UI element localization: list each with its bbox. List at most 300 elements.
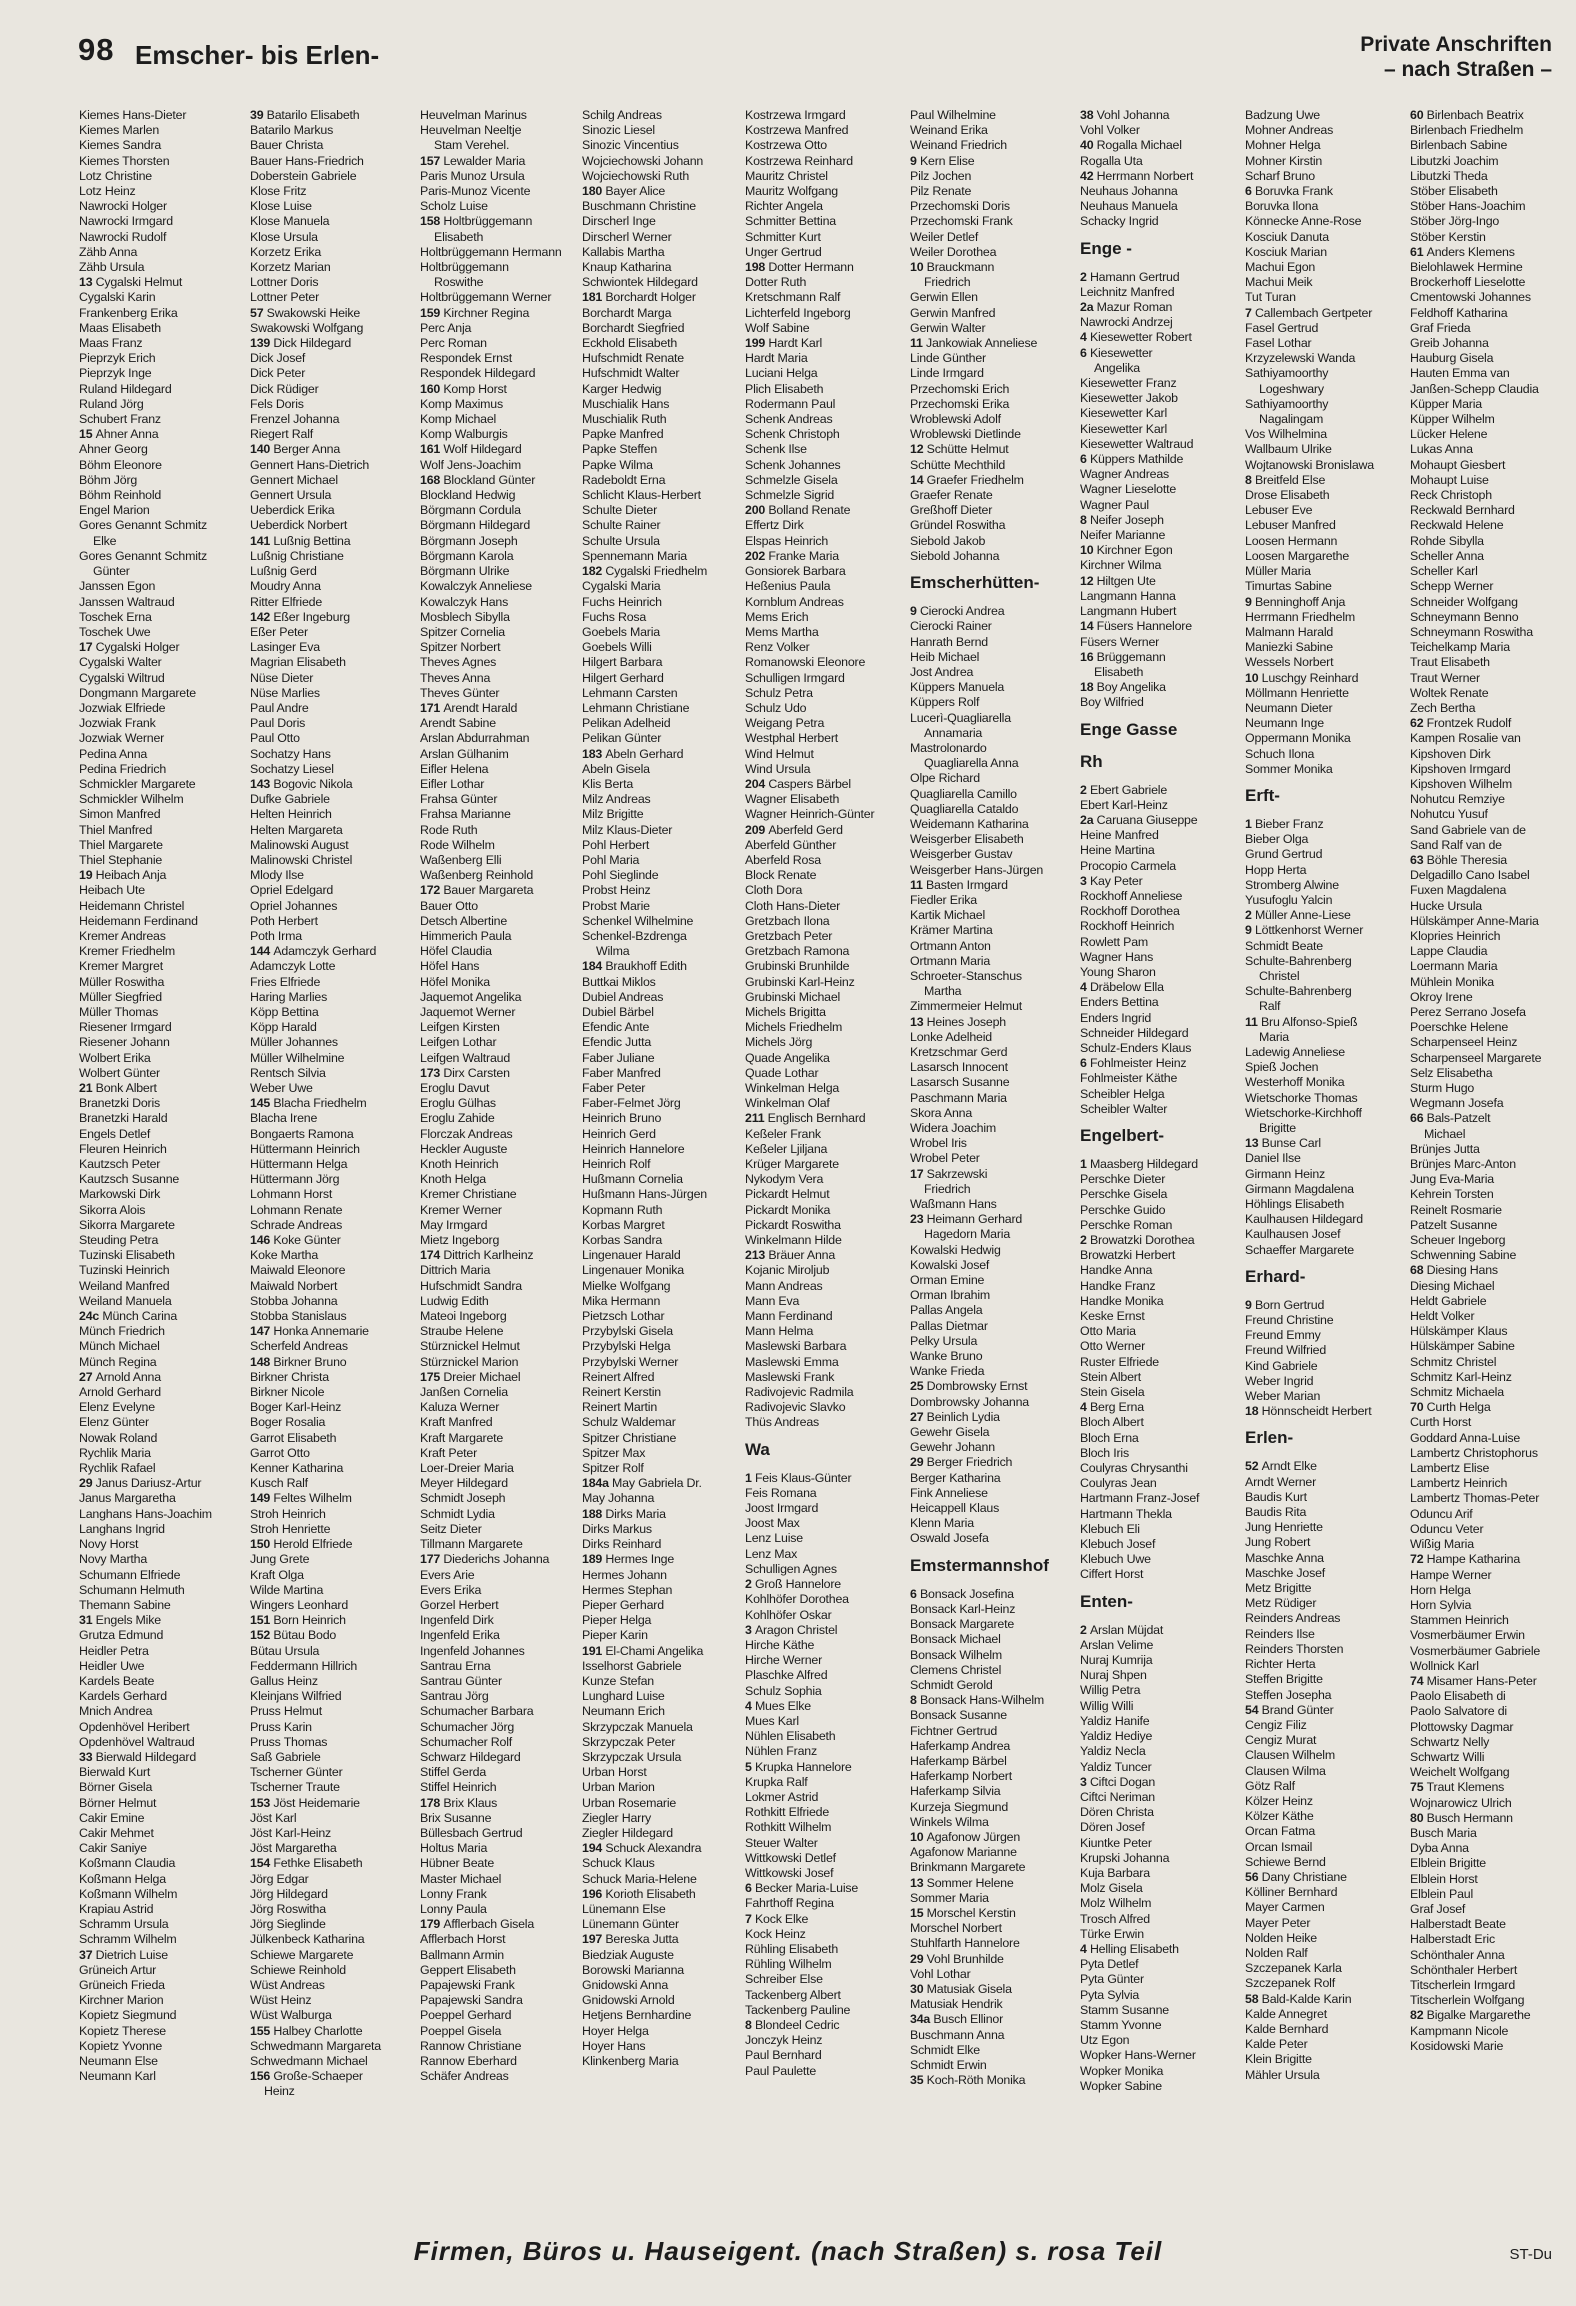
directory-entry: Mohaupt Giesbert [1410, 457, 1506, 472]
directory-entry: Malmann Harald [1245, 624, 1334, 639]
directory-entry: Szczepanek Karla [1245, 1961, 1342, 1976]
directory-entry: Orman Ibrahim [910, 1288, 991, 1303]
house-number: 150 [250, 1537, 274, 1552]
footer-code: ST-Du [1509, 2246, 1552, 2263]
directory-entry: Efendic Jutta [582, 1035, 652, 1050]
directory-entry: Schenkel-Bzdrenga [582, 928, 687, 943]
directory-entry: 8 Breitfeld Else [1245, 472, 1326, 487]
directory-entry: Traut Werner [1410, 670, 1480, 685]
directory-entry: Schwiontek Hildegard [582, 275, 698, 290]
directory-entry: 66 Bals-Patzelt [1410, 1111, 1491, 1126]
house-number: 175 [420, 1369, 444, 1384]
directory-entry: Fels Doris [250, 396, 304, 411]
directory-entry: Kalde Peter [1245, 2037, 1308, 2052]
directory-entry: Schulligen Agnes [745, 1561, 837, 1576]
directory-entry: Jörg Hildegard [250, 1886, 328, 1901]
directory-entry: Jülkenbeck Katharina [250, 1932, 365, 1947]
directory-column [910, 108, 1078, 2088]
house-number: 194 [582, 1841, 606, 1856]
directory-entry: Spitzer Christiane [582, 1430, 677, 1445]
directory-entry: Quade Lothar [745, 1065, 819, 1080]
directory-entry: Heldt Gabriele [1410, 1293, 1487, 1308]
house-number: 168 [420, 472, 444, 487]
directory-entry: Novy Martha [79, 1552, 148, 1567]
directory-entry: Kremer Andreas [79, 928, 166, 943]
house-number: 14 [1080, 619, 1097, 634]
directory-entry: Bonsack Wilhelm [910, 1647, 1003, 1662]
directory-entry: Schreiber Else [745, 1972, 823, 1987]
directory-entry: Fink Anneliese [910, 1485, 988, 1500]
directory-entry: Arslan Gülhanim [420, 746, 509, 761]
directory-entry: Gennert Ursula [250, 488, 332, 503]
directory-entry: Reinders Thorsten [1245, 1641, 1344, 1656]
directory-entry: Elblein Paul [1410, 1886, 1474, 1901]
directory-entry: 9 Kern Elise [910, 153, 975, 168]
directory-entry: 37 Dietrich Luise [79, 1947, 168, 1962]
directory-entry: Cygalski Wiltrud [79, 670, 165, 685]
house-number: 23 [910, 1212, 927, 1227]
directory-entry: Pyta Sylvia [1080, 1987, 1140, 2002]
directory-entry: Schmelzle Gisela [745, 472, 838, 487]
directory-entry: Hußmann Cornelia [582, 1172, 683, 1187]
directory-entry: 2 Müller Anne-Liese [1245, 908, 1351, 923]
directory-entry: Kiesewetter Jakob [1080, 391, 1178, 406]
house-number: 16 [1080, 649, 1097, 664]
directory-entry: Mann Eva [745, 1293, 800, 1308]
directory-entry: 13 Cygalski Helmut [79, 275, 183, 290]
directory-entry: Rowlett Pam [1080, 934, 1149, 949]
directory-entry: Schuck Klaus [582, 1856, 655, 1871]
directory-entry: Ciffert Horst [1080, 1567, 1144, 1582]
directory-entry: Wietschorke Thomas [1245, 1090, 1358, 1105]
directory-entry: Stroh Heinrich [250, 1506, 326, 1521]
directory-entry: Teichelkamp Maria [1410, 640, 1510, 655]
directory-entry: 154 Fethke Elisabeth [250, 1856, 363, 1871]
house-number: 19 [79, 868, 96, 883]
directory-entry: Bauer Hans-Friedrich [250, 153, 364, 168]
directory-entry: Wagner Paul [1080, 497, 1149, 512]
directory-entry: Haferkamp Andrea [910, 1738, 1011, 1753]
directory-entry: Börgmann Hildegard [420, 518, 531, 533]
directory-entry: 178 Brix Klaus [420, 1795, 498, 1810]
directory-entry: Kowalczyk Anneliese [420, 579, 532, 594]
directory-entry: Kenner Katharina [250, 1461, 344, 1476]
directory-entry: Korzetz Marian [250, 260, 331, 275]
directory-entry: Elblein Brigitte [1410, 1856, 1487, 1871]
directory-entry: Schenkel Wilhelmine [582, 913, 694, 928]
directory-entry: Küpper Maria [1410, 396, 1482, 411]
directory-entry: 75 Traut Klemens [1410, 1780, 1505, 1795]
directory-entry: Malinowski August [250, 837, 349, 852]
directory-entry: Stuhlfarth Hannelore [910, 1936, 1020, 1951]
directory-entry: Cygalski Karin [79, 290, 156, 305]
directory-entry: Krzyzelewski Wanda [1245, 351, 1356, 366]
directory-entry: Hauburg Gisela [1410, 351, 1494, 366]
directory-entry: 13 Bunse Carl [1245, 1136, 1321, 1151]
directory-entry: Pedina Anna [79, 746, 148, 761]
directory-entry: Moudry Anna [250, 579, 321, 594]
directory-entry: Heidler Petra [79, 1643, 149, 1658]
directory-entry: Jozwiak Elfriede [79, 700, 166, 715]
directory-entry: 177 Diederichs Johanna [420, 1552, 550, 1567]
directory-entry: 40 Rogalla Michael [1080, 138, 1182, 153]
directory-entry: Mann Ferdinand [745, 1309, 833, 1324]
house-number: 35 [910, 2073, 927, 2088]
house-number: 1 [745, 1470, 755, 1485]
directory-entry: Rohde Sibylla [1410, 533, 1484, 548]
directory-entry: Rannow Eberhard [420, 2054, 517, 2068]
directory-entry: Götz Ralf [1245, 1778, 1295, 1793]
directory-entry: Baudis Kurt [1245, 1489, 1307, 1504]
directory-entry: Klebuch Eli [1080, 1521, 1140, 1536]
directory-entry: Riesener Irmgard [79, 1020, 172, 1035]
directory-entry: Lücker Helene [1410, 427, 1488, 442]
directory-entry: Freund Christine [1245, 1313, 1334, 1328]
directory-entry: 5 Krupka Hannelore [745, 1759, 852, 1774]
directory-entry: Schulligen Irmgard [745, 670, 845, 685]
directory-entry: Yaldiz Hediye [1080, 1729, 1153, 1744]
directory-entry: Dombrowsky Johanna [910, 1394, 1029, 1409]
house-number: 156 [250, 2069, 274, 2084]
directory-entry: 61 Anders Klemens [1410, 244, 1515, 259]
directory-entry: Sathiyamoorthy [1245, 396, 1329, 411]
directory-entry: Mems Martha [745, 624, 819, 639]
directory-entry: 52 Arndt Elke [1245, 1459, 1317, 1474]
house-number: 42 [1080, 168, 1097, 183]
directory-entry: Eifler Helena [420, 761, 489, 776]
directory-entry: Maschke Anna [1245, 1550, 1324, 1565]
directory-entry: Lasinger Eva [250, 640, 320, 655]
directory-entry: Tscherner Günter [250, 1765, 343, 1780]
directory-entry: 194 Schuck Alexandra [582, 1841, 702, 1856]
directory-entry: 181 Borchardt Holger [582, 290, 696, 305]
directory-entry: Mems Erich [745, 609, 809, 624]
directory-entry: Klose Ursula [250, 229, 318, 244]
directory-entry: Kraft Margarete [420, 1430, 504, 1445]
directory-entry: Elenz Evelyne [79, 1400, 155, 1415]
directory-entry: Tackenberg Pauline [745, 2002, 851, 2017]
directory-entry: Kipshoven Dirk [1410, 746, 1491, 761]
directory-entry: Handke Anna [1080, 1263, 1153, 1278]
directory-entry: Wittkowski Josef [745, 1865, 834, 1880]
directory-entry: Aberfeld Rosa [745, 852, 821, 867]
house-number: 68 [1410, 1263, 1427, 1278]
directory-entry: Kopmann Ruth [582, 1202, 663, 1217]
directory-entry: Oduncu Veter [1410, 1521, 1484, 1536]
directory-entry: Wingers Leonhard [250, 1597, 349, 1612]
directory-entry: 56 Dany Christiane [1245, 1869, 1347, 1884]
directory-entry: Scharpenseel Margarete [1410, 1050, 1542, 1065]
directory-entry: Patzelt Susanne [1410, 1217, 1498, 1232]
directory-entry: Kipshoven Wilhelm [1410, 776, 1512, 791]
directory-entry: Gretzbach Peter [745, 928, 833, 943]
directory-entry: Agafonow Marianne [910, 1845, 1017, 1860]
house-number: 14 [910, 472, 927, 487]
directory-entry: Elblein Horst [1410, 1871, 1478, 1886]
directory-entry: Kardels Beate [79, 1673, 155, 1688]
directory-entry: Sochatzy Liesel [250, 761, 334, 776]
street-heading: Rh [1080, 751, 1103, 771]
house-number: 11 [910, 877, 926, 892]
directory-entry: Pelikan Günter [582, 731, 662, 746]
directory-entry: Mühlein Monika [1410, 974, 1494, 989]
house-number: 9 [910, 153, 920, 168]
directory-entry: Schilg Andreas [582, 108, 662, 122]
directory-entry: Pohl Herbert [582, 837, 650, 852]
directory-entry: 188 Dirks Maria [582, 1506, 666, 1521]
directory-entry: Gretzbach Ramona [745, 944, 850, 959]
directory-entry: Schwedmann Margareta [250, 2038, 381, 2053]
directory-entry: Schütte Mechthild [910, 457, 1006, 472]
directory-entry: Bierwald Kurt [79, 1765, 151, 1780]
directory-entry: Wroblewski Adolf [910, 412, 1001, 427]
directory-entry: Grund Gertrud [1245, 847, 1323, 862]
directory-entry: Schönthaler Herbert [1410, 1962, 1518, 1977]
directory-entry: Skrzypczak Peter [582, 1734, 676, 1749]
directory-entry: Leichnitz Manfred [1080, 284, 1175, 299]
directory-entry: Heine Martina [1080, 843, 1155, 858]
directory-entry: Curth Horst [1410, 1415, 1472, 1430]
directory-entry: Wanke Bruno [910, 1349, 983, 1364]
directory-entry: 171 Arendt Harald [420, 700, 518, 715]
directory-entry: Scheibler Helga [1080, 1086, 1165, 1101]
directory-entry: Hirche Werner [745, 1653, 823, 1668]
directory-entry: Paris-Munoz Vicente [420, 184, 531, 199]
street-heading: Enten- [1080, 1591, 1133, 1611]
directory-entry: Börgmann Joseph [420, 533, 518, 548]
directory-entry: Dirks Markus [582, 1521, 652, 1536]
directory-entry: Müller Siegfried [79, 989, 162, 1004]
directory-entry: Nuraj Shpen [1080, 1668, 1147, 1683]
directory-entry: Fasel Gertrud [1245, 320, 1319, 335]
house-number: 173 [420, 1065, 444, 1080]
directory-column [250, 108, 418, 2100]
directory-entry: 8 Neifer Joseph [1080, 512, 1164, 527]
directory-entry: Waßenberg Reinhold [420, 868, 534, 883]
directory-entry: Lambertz Thomas-Peter [1410, 1491, 1540, 1506]
directory-entry: 3 Ciftci Dogan [1080, 1774, 1156, 1789]
directory-entry: Faber-Felmet Jörg [582, 1096, 681, 1111]
directory-entry: Rothkitt Wilhelm [745, 1820, 832, 1835]
directory-entry: Mann Helma [745, 1324, 814, 1339]
directory-entry: Block Renate [745, 868, 817, 883]
directory-entry: Jörg Edgar [250, 1871, 309, 1886]
directory-entry: Nawrocki Irmgard [79, 214, 173, 229]
house-number: 11 [1245, 1014, 1261, 1029]
directory-entry: Perc Anja [420, 320, 472, 335]
directory-entry: Blacha Irene [250, 1111, 318, 1126]
directory-entry: Hilgert Barbara [582, 655, 663, 670]
directory-entry: Holtus Maria [420, 1841, 488, 1856]
directory-entry: Komp Walburgis [420, 427, 508, 442]
directory-entry: Langhans Hans-Joachim [79, 1506, 212, 1521]
directory-entry: 191 El-Chami Angelika [582, 1643, 704, 1658]
directory-entry: Gennert Hans-Dietrich [250, 457, 370, 472]
directory-entry: Schmitter Bettina [745, 214, 836, 229]
directory-entry: Schwedmann Michael [250, 2054, 368, 2068]
page-title: Emscher- bis Erlen- [135, 40, 380, 70]
directory-entry: Detsch Albertine [420, 913, 508, 928]
directory-entry: Hermes Stephan [582, 1582, 673, 1597]
directory-entry: Diesing Michael [1410, 1278, 1495, 1293]
directory-entry: Vos Wilhelmina [1245, 427, 1327, 442]
directory-entry: Graf Josef [1410, 1901, 1466, 1916]
directory-entry: 150 Herold Elfriede [250, 1537, 353, 1552]
directory-entry: Lenz Max [745, 1546, 798, 1561]
directory-entry: Gründel Roswitha [910, 518, 1006, 533]
house-number: 189 [582, 1552, 606, 1567]
directory-entry: Tillmann Margarete [420, 1537, 523, 1552]
directory-entry: Utz Egon [1080, 2033, 1130, 2048]
house-number: 9 [1245, 594, 1255, 609]
directory-entry: 25 Dombrowsky Ernst [910, 1379, 1028, 1394]
directory-entry: Scharpenseel Heinz [1410, 1035, 1518, 1050]
house-number: 8 [910, 1693, 920, 1708]
directory-entry: Horn Helga [1410, 1582, 1471, 1597]
directory-entry: Stobba Johanna [250, 1293, 338, 1308]
directory-entry-continued: Ralf [1259, 999, 1281, 1014]
directory-entry: Hermes Johann [582, 1567, 667, 1582]
directory-entry: Schmidt Beate [1245, 938, 1323, 953]
page-header [78, 28, 1552, 88]
directory-entry: Lehmann Carsten [582, 685, 678, 700]
house-number: 171 [420, 700, 444, 715]
directory-entry: Schmidt Gerold [910, 1677, 993, 1692]
house-number: 179 [420, 1917, 444, 1932]
directory-entry: Kostrzewa Manfred [745, 123, 849, 138]
directory-entry: Weidemann Katharina [910, 816, 1029, 831]
directory-entry: Horn Sylvia [1410, 1597, 1472, 1612]
directory-entry: Radeboldt Erna [582, 472, 666, 487]
directory-entry: Kock Heinz [745, 1926, 806, 1941]
directory-entry: Jörg Sieglinde [250, 1917, 326, 1932]
directory-entry: Kopietz Yvonne [79, 2038, 163, 2053]
directory-entry: Kremer Margret [79, 959, 163, 974]
directory-entry: Przechomski Erich [910, 381, 1010, 396]
directory-entry: Grubinski Karl-Heinz [745, 974, 855, 989]
directory-entry: Perschke Roman [1080, 1217, 1173, 1232]
directory-entry: Ingenfeld Johannes [420, 1643, 525, 1658]
house-number: 6 [1080, 452, 1090, 467]
house-number: 141 [250, 533, 274, 548]
directory-entry: Jöst Margaretha [250, 1841, 337, 1856]
directory-entry: Stein Gisela [1080, 1385, 1145, 1400]
house-number: 39 [250, 108, 267, 122]
directory-entry: Maiwald Norbert [250, 1278, 338, 1293]
directory-entry: Koßmann Wilhelm [79, 1886, 178, 1901]
directory-entry: 7 Kock Elke [745, 1911, 809, 1926]
directory-entry: Oswald Josefa [910, 1531, 989, 1546]
directory-entry: Mohner Andreas [1245, 123, 1334, 138]
house-number: 143 [250, 776, 274, 791]
directory-entry: 23 Heimann Gerhard [910, 1212, 1023, 1227]
directory-entry: Master Michael [420, 1871, 502, 1886]
directory-entry: Schmidt Lydia [420, 1506, 495, 1521]
directory-entry: Weichelt Wolfgang [1410, 1765, 1510, 1780]
directory-entry: 180 Bayer Alice [582, 184, 666, 199]
directory-entry: 156 Große-Schaeper [250, 2069, 363, 2084]
house-number: 200 [745, 503, 769, 518]
directory-entry: Kartik Michael [910, 908, 986, 923]
directory-entry: 2a Caruana Giuseppe [1080, 812, 1198, 827]
directory-entry: Arndt Werner [1245, 1474, 1317, 1489]
directory-entry: Ruland Jörg [79, 396, 144, 411]
directory-entry: Sommer Maria [910, 1890, 989, 1905]
directory-entry: Korzetz Erika [250, 244, 322, 259]
directory-entry: Frenzel Johanna [250, 412, 340, 427]
directory-entry: Stürznickel Helmut [420, 1339, 520, 1354]
directory-entry: Schepp Werner [1410, 579, 1494, 594]
directory-entry: 142 Eßer Ingeburg [250, 609, 350, 624]
directory-entry: Yusufoglu Yalcin [1245, 892, 1333, 907]
directory-entry: Scholz Luise [420, 199, 488, 214]
directory-entry: Perschke Guido [1080, 1202, 1166, 1217]
directory-entry: Milz Klaus-Dieter [582, 822, 673, 837]
directory-entry: Fuxen Magdalena [1410, 883, 1507, 898]
house-number: 13 [1245, 1136, 1262, 1151]
directory-entry: Cengiz Filiz [1245, 1717, 1307, 1732]
directory-entry: Faber Peter [582, 1081, 646, 1095]
directory-entry: Jung Eva-Maria [1410, 1172, 1494, 1187]
directory-entry: Maslewski Barbara [745, 1339, 847, 1354]
directory-entry: 18 Boy Angelika [1080, 680, 1166, 695]
directory-entry: Höfel Monika [420, 974, 490, 989]
directory-entry: Hirche Käthe [745, 1637, 815, 1652]
directory-entry: Widera Joachim [910, 1121, 997, 1135]
house-number: 3 [745, 1622, 755, 1637]
directory-entry: Kaluza Werner [420, 1400, 500, 1415]
directory-entry: Dotter Ruth [745, 275, 807, 290]
directory-entry: Trosch Alfred [1080, 1911, 1150, 1926]
directory-entry: Heuvelman Marinus [420, 108, 527, 122]
directory-entry: Eckhold Elisabeth [582, 336, 678, 351]
house-number: 155 [250, 2023, 274, 2038]
directory-entry: Bauer Christa [250, 138, 324, 153]
directory-entry: 160 Komp Horst [420, 381, 507, 396]
directory-entry: Bloch Erna [1080, 1430, 1139, 1445]
directory-entry: Afflerbach Horst [420, 1932, 506, 1947]
directory-entry: Kraft Olga [250, 1567, 304, 1582]
house-number: 202 [745, 548, 769, 563]
directory-entry: Borowski Marianna [582, 1962, 684, 1977]
directory-entry: Opriel Edelgard [250, 883, 334, 898]
directory-entry: Timurtas Sabine [1245, 579, 1332, 594]
directory-entry: Probst Marie [582, 898, 650, 913]
directory-entry: Lasarsch Susanne [910, 1075, 1010, 1090]
house-number: 8 [745, 2017, 755, 2032]
directory-entry: Bonsack Susanne [910, 1708, 1007, 1723]
directory-entry: Keske Ernst [1080, 1309, 1145, 1324]
directory-entry: 13 Sommer Helene [910, 1875, 1014, 1890]
directory-entry: Birkner Christa [250, 1369, 329, 1384]
directory-entry: Richter Herta [1245, 1657, 1316, 1672]
house-number: 12 [1080, 573, 1097, 588]
directory-entry: 42 Herrmann Norbert [1080, 168, 1194, 183]
directory-entry: Mauritz Christel [745, 168, 828, 183]
directory-entry: Straube Helene [420, 1324, 504, 1339]
directory-entry: Schneymann Benno [1410, 609, 1519, 624]
directory-entry: Heinrich Bruno [582, 1111, 662, 1126]
house-number: 8 [1080, 512, 1090, 527]
directory-entry: Könnecke Anne-Rose [1245, 214, 1362, 229]
directory-entry: Kleinjans Wilfried [250, 1689, 342, 1704]
directory-entry: Coulyras Jean [1080, 1476, 1157, 1491]
directory-entry: Themann Sabine [79, 1597, 171, 1612]
directory-entry: Sochatzy Hans [250, 746, 331, 761]
directory-entry: Keßeler Ljiljana [745, 1141, 828, 1156]
directory-entry: 196 Korioth Elisabeth [582, 1886, 696, 1901]
house-number: 63 [1410, 852, 1427, 867]
